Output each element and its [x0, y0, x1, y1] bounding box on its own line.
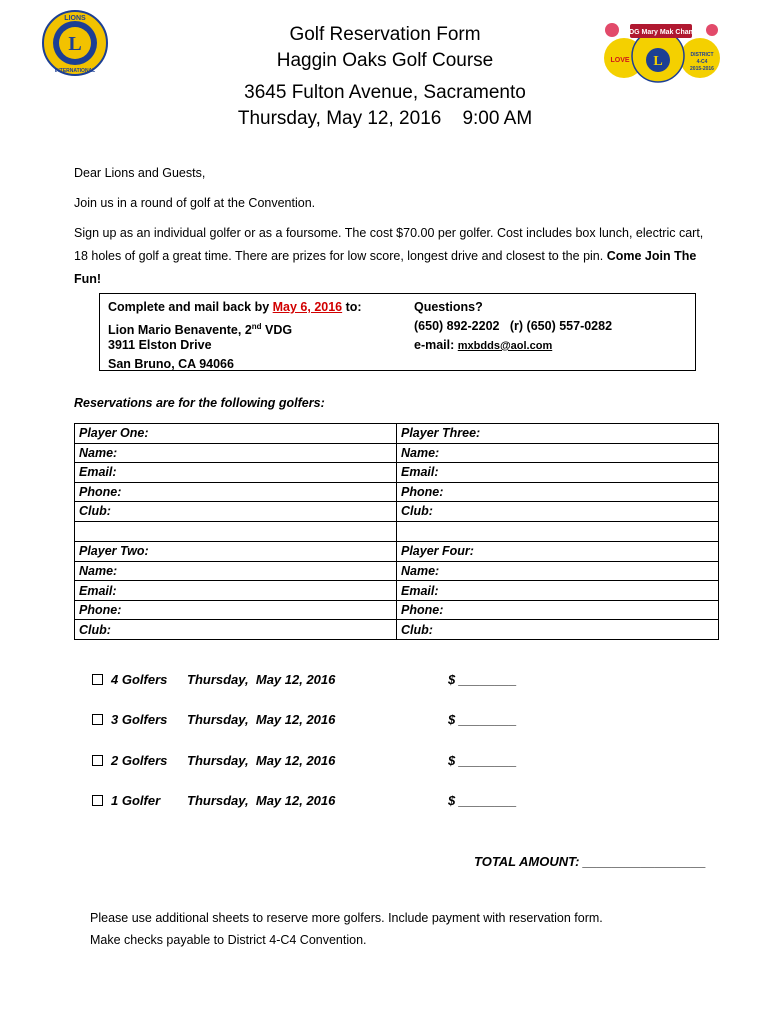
option-1-golfer[interactable] [92, 793, 160, 808]
invite-text: Join us in a round of golf at the Convention. [74, 196, 316, 210]
cta-text: Come Join The Fun! [74, 249, 697, 286]
option-date: Thursday, May 12, 2016 [187, 753, 336, 768]
contact-name-main: Lion Mario Benavente, 2 [108, 323, 252, 338]
contact-box [99, 293, 696, 371]
option-3-golfers[interactable] [92, 712, 167, 727]
option-date: Thursday, May 12, 2016 [187, 712, 336, 727]
mail-suffix: to: [342, 300, 362, 314]
player-two-label: Player Two: [75, 542, 397, 562]
footer-line-2: Make checks payable to District 4-C4 Convention. [90, 933, 367, 947]
details-paragraph [74, 222, 704, 291]
svg-text:4-C4: 4-C4 [696, 59, 708, 65]
svg-text:DISTRICT: DISTRICT [690, 52, 714, 58]
email-link[interactable]: mxbdds@aol.com [457, 340, 553, 352]
svg-text:2015-2016: 2015-2016 [690, 66, 714, 72]
svg-text:INTERNATIONAL: INTERNATIONAL [54, 68, 96, 74]
table-row [75, 463, 719, 483]
table-row [75, 424, 719, 444]
svg-text:LIONS: LIONS [64, 15, 86, 22]
option-2-golfers[interactable] [92, 753, 167, 768]
svg-text:L: L [68, 33, 82, 55]
player-three-label: Player Three: [397, 424, 719, 444]
checkbox-icon[interactable] [92, 755, 103, 766]
table-row [75, 443, 719, 463]
form-title: Golf Reservation Form [289, 24, 481, 45]
email-label: e-mail: [414, 338, 458, 352]
option-label: 2 Golfers [111, 753, 168, 768]
player-three-club[interactable]: Club: [397, 502, 719, 522]
player-four-name[interactable]: Name: [397, 561, 719, 581]
option-date: Thursday, May 12, 2016 [187, 793, 336, 808]
table-row [75, 521, 719, 542]
option-label: 1 Golfer [111, 793, 161, 808]
player-three-name[interactable]: Name: [397, 443, 719, 463]
player-one-label: Player One: [75, 424, 397, 444]
table-row [75, 502, 719, 522]
table-row [75, 600, 719, 620]
blank-cell [75, 521, 397, 542]
option-amount[interactable]: $ ________ [448, 672, 517, 687]
checkbox-icon[interactable] [92, 674, 103, 685]
blank-cell [397, 521, 719, 542]
player-two-club[interactable]: Club: [75, 620, 397, 640]
table-row [75, 581, 719, 601]
contact-email-line [414, 336, 552, 356]
table-row [75, 561, 719, 581]
course-name: Haggin Oaks Golf Course [276, 50, 494, 71]
svg-text:L: L [653, 54, 663, 69]
players-table [74, 423, 719, 640]
option-amount[interactable]: $ ________ [448, 793, 517, 808]
player-four-email[interactable]: Email: [397, 581, 719, 601]
table-row [75, 542, 719, 562]
checkbox-icon[interactable] [92, 714, 103, 725]
mail-instruction [108, 298, 362, 317]
player-one-club[interactable]: Club: [75, 502, 397, 522]
checkbox-icon[interactable] [92, 795, 103, 806]
contact-phones: (650) 892-2202 (r) (650) 557-0282 [414, 319, 613, 333]
player-four-club[interactable]: Club: [397, 620, 719, 640]
player-three-email[interactable]: Email: [397, 463, 719, 483]
option-date: Thursday, May 12, 2016 [187, 672, 336, 687]
svg-text:DG Mary Mak Chan: DG Mary Mak Chan [629, 29, 693, 36]
option-4-golfers[interactable] [92, 672, 167, 687]
player-four-label: Player Four: [397, 542, 719, 562]
player-two-name[interactable]: Name: [75, 561, 397, 581]
option-label: 3 Golfers [111, 712, 168, 727]
total-amount[interactable]: TOTAL AMOUNT: _________________ [474, 854, 706, 869]
option-amount[interactable]: $ ________ [448, 753, 517, 768]
mail-prefix: Complete and mail back by [108, 300, 273, 314]
questions-label: Questions? [414, 300, 483, 314]
player-two-email[interactable]: Email: [75, 581, 397, 601]
player-one-email[interactable]: Email: [75, 463, 397, 483]
player-two-phone[interactable]: Phone: [75, 600, 397, 620]
svg-text:LOVE: LOVE [610, 57, 630, 64]
mail-deadline: May 6, 2016 [272, 300, 343, 314]
player-one-phone[interactable]: Phone: [75, 482, 397, 502]
player-three-phone[interactable]: Phone: [397, 482, 719, 502]
contact-street: 3911 Elston Drive [108, 338, 212, 352]
player-one-name[interactable]: Name: [75, 443, 397, 463]
event-datetime: Thursday, May 12, 2016 9:00 AM [237, 108, 533, 129]
player-four-phone[interactable]: Phone: [397, 600, 719, 620]
greeting: Dear Lions and Guests, [74, 166, 206, 180]
details-text: Sign up as an individual golfer or as a foursome. The cost $70.00 per golfer. Cost includes box lunch, electric cart, 18 holes of golf a great time. There are prizes for low score, longest drive and closest to the pin. [74, 226, 704, 263]
option-label: 4 Golfers [111, 672, 168, 687]
course-address: 3645 Fulton Avenue, Sacramento [244, 82, 526, 103]
contact-name-suffix: VDG [261, 323, 293, 338]
footer-line-1: Please use additional sheets to reserve more golfers. Include payment with reservation form. [90, 911, 603, 925]
table-row [75, 620, 719, 640]
option-amount[interactable]: $ ________ [448, 712, 517, 727]
contact-name-sup: nd [251, 322, 262, 331]
contact-city: San Bruno, CA 94066 [108, 357, 234, 371]
reservations-heading: Reservations are for the following golfers: [74, 396, 325, 410]
table-row [75, 482, 719, 502]
